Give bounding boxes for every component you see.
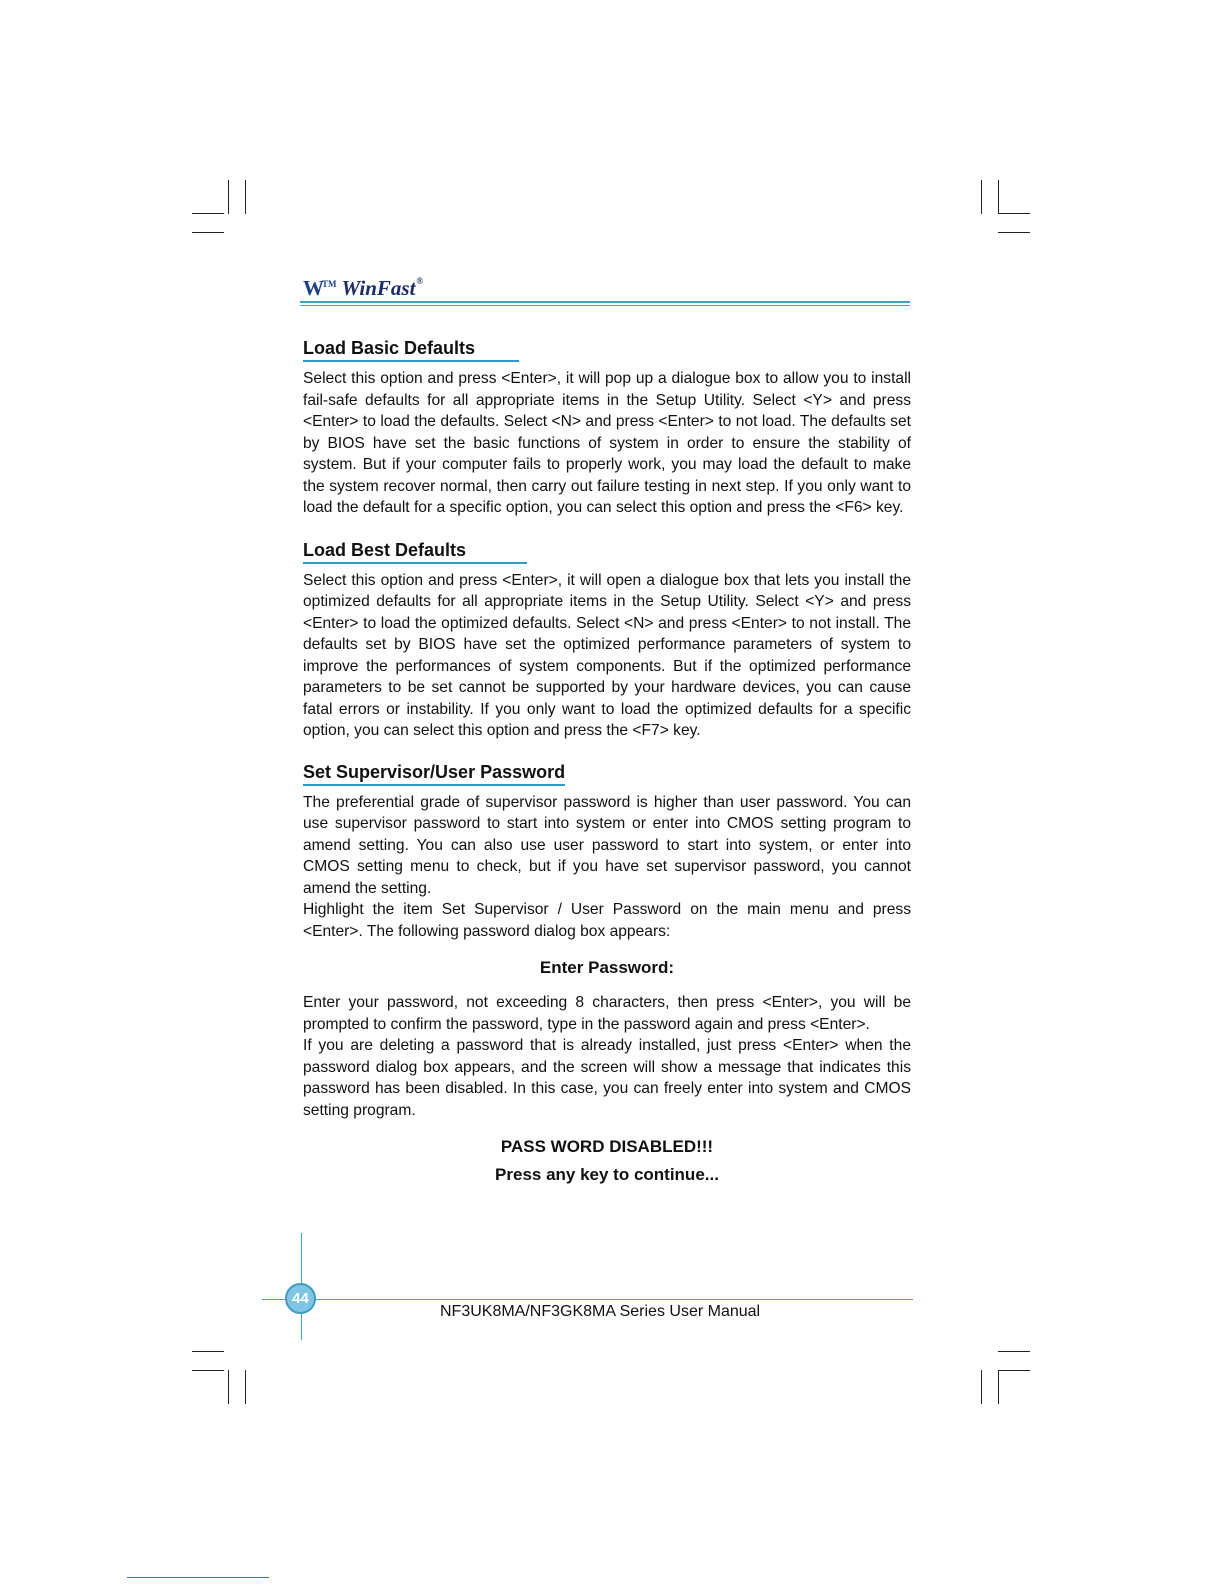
section-paragraph: If you are deleting a password that is already installed, just press <Enter> when the password dialog box appears, and the screen will show a message that indicates this password has been disabled. In this case, you can freely enter into system and CMOS setting program.	[303, 1037, 911, 1119]
section-set-password	[303, 761, 911, 1186]
header-rule-thin	[300, 305, 910, 306]
section-load-best-defaults	[303, 539, 911, 742]
crop-mark	[192, 232, 224, 233]
section-title: Set Supervisor/User Password	[303, 761, 565, 786]
brand-name: WinFast®	[341, 275, 424, 300]
section-paragraph: Enter your password, not exceeding 8 characters, then press <Enter>, you will be prompted to confirm the password, type in the password again and press <Enter>.	[303, 994, 911, 1033]
crop-mark	[192, 1370, 224, 1371]
section-paragraph: Select this option and press <Enter>, it will pop up a dialogue box to allow you to install fail-safe defaults for all appropriate items in the Setup Utility. Select <Y> and press <Enter> to load the defaults. Select <N> and press <Enter> to not load. The defaults set by BIOS have set the basic functions of system in order to ensure the stability of system. But if your computer fails to properly work, you may load the default to make the system recover normal, then carry out failure testing in next step. If you only want to load the default for a specific option, you can select this option and press the <F6> key.	[303, 370, 911, 516]
crop-mark	[981, 1370, 982, 1404]
crop-mark	[192, 1351, 224, 1352]
crop-mark	[981, 180, 982, 214]
manual-title: NF3UK8MA/NF3GK8MA Series User Manual	[440, 1303, 761, 1320]
brand-mark: W™	[303, 275, 337, 300]
crop-mark	[192, 213, 224, 214]
crop-mark	[228, 180, 229, 214]
crop-mark	[998, 213, 1030, 214]
crop-mark	[998, 1370, 999, 1404]
message-line-2: Press any key to continue...	[495, 1165, 719, 1184]
page-content	[303, 337, 911, 1185]
section-title: Load Best Defaults	[303, 539, 466, 564]
crop-mark	[228, 1370, 229, 1404]
crop-mark	[998, 232, 1030, 233]
crop-mark	[998, 1351, 1030, 1352]
section-paragraph: Select this option and press <Enter>, it will open a dialogue box that lets you install the optimized defaults for all appropriate items in the Setup Utility. Select <Y> and press <Enter> to load the optimized defaults. Select <N> and press <Enter> to not install. The defaults set by BIOS have set the optimized performance parameters of system to improve the performances of system components. But if the optimized performance parameters to be set cannot be supported by your hardware devices, you can cause fatal errors or instability. If you only want to load the optimized defaults for a specific option, you can select this option and press the <F7> key.	[303, 571, 911, 739]
crop-mark	[998, 1370, 1030, 1371]
bottom-link-underline	[127, 1577, 269, 1578]
dialog-prompt: Enter Password:	[539, 958, 675, 977]
section-paragraph: Highlight the item Set Supervisor / User Password on the main menu and press <Enter>. The following password dialog box appears:	[303, 901, 911, 940]
brand-logo	[303, 276, 423, 300]
crop-mark	[998, 180, 999, 214]
header-rule	[300, 301, 910, 303]
message-line-1: PASS WORD DISABLED!!!	[500, 1137, 714, 1156]
crop-mark	[245, 1370, 246, 1404]
page-number: 44	[285, 1283, 316, 1314]
crop-mark	[245, 180, 246, 214]
section-paragraph: The preferential grade of supervisor password is higher than user password. You can use supervisor password to start into system or enter into CMOS setting program to amend setting. You can also use user password to start into system, or enter into CMOS setting menu to check, but if you have set supervisor password, you cannot amend the setting.	[303, 793, 911, 897]
footer-rule	[262, 1299, 913, 1300]
section-title: Load Basic Defaults	[303, 337, 475, 362]
section-load-basic-defaults	[303, 337, 911, 519]
